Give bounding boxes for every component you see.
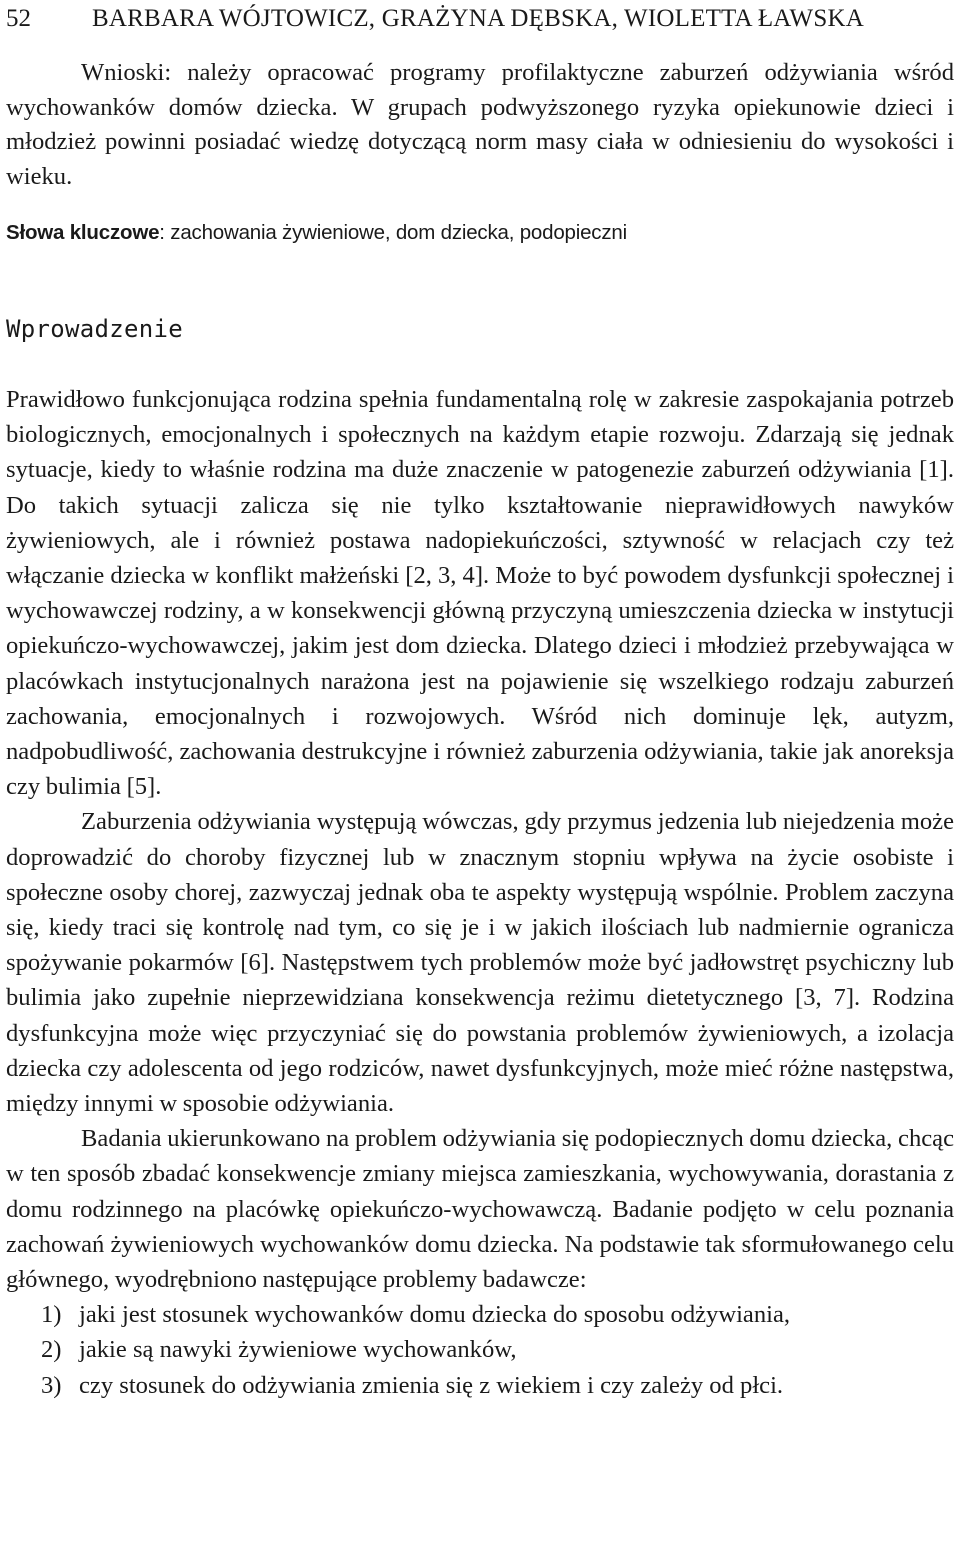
list-item — [6, 1368, 954, 1403]
keywords-label: Słowa kluczowe — [6, 221, 160, 244]
paragraph: Badania ukierunkowano na problem odżywiania się podopiecznych domu dziecka, chcąc w ten sposób zbadać konsekwencje zmiany miejsca zamieszkania, wychowywania, dorastania z domu rodzinnego na placówkę opiekuńczo-wychowawczą. Badanie podjęto w celu poznania zachowań żywieniowych wychowanków domu dziecka. Na podstawie tak sformułowanego celu głównego, wyodrębniono następujące problemy badawcze: — [6, 1125, 954, 1294]
keywords — [6, 218, 954, 248]
running-header-authors: BARBARA WÓJTOWICZ, GRAŻYNA DĘBSKA, WIOLETTA ŁAWSKA — [92, 5, 864, 32]
keywords-separator: : — [159, 221, 165, 244]
paragraph: Prawidłowo funkcjonująca rodzina spełnia fundamentalną rolę w zakresie zaspokajania potrzeb biologicznych, emocjonalnych i społecznych na każdym etapie rozwoju. Zdarzają się jednak sytuacje, kiedy to właśnie rodzina ma duże znaczenie w patogenezie zaburzeń odżywiania [1]. Do takich sytuacji zalicza się nie tylko kształtowanie nieprawidłowych nawyków żywieniowych, ale i również postawa nadopiekuńczości, sztywność w relacjach czy też włączanie dziecka w konflikt małżeński [2, 3, 4]. Może to być powodem dysfunkcji społecznej i wychowawczej rodziny, a w konsekwencji główną przyczyną umieszczenia dziecka w instytucji opiekuńczo-wychowawczej, jakim jest dom dziecka. Dlatego dzieci i młodzież przebywająca w placówkach instytucjonalnych narażona jest na pojawienie się wszelkiego rodzaju zaburzeń zachowania, emocjonalnych i rozwojowych. Wśród nich dominuje lęk, autyzm, nadpobudliwość, zachowania destrukcyjne i również zaburzenia odżywiania, takie jak anoreksja czy bulimia [5]. — [6, 386, 954, 801]
page-number: 52 — [6, 5, 31, 32]
list-item-number: 2) — [41, 1336, 62, 1364]
list-item — [6, 1297, 954, 1332]
list-item-text: jaki jest stosunek wychowanków domu dziecka do sposobu odżywiania, — [79, 1301, 791, 1329]
research-problems-list — [6, 1297, 954, 1403]
list-item — [6, 1332, 954, 1367]
list-item-number: 3) — [41, 1371, 62, 1399]
running-header — [6, 4, 954, 34]
section-heading: Wprowadzenie — [6, 315, 183, 343]
list-item-number: 1) — [41, 1301, 62, 1329]
abstract-conclusions: Wnioski: należy opracować programy profilaktyczne zaburzeń odżywiania wśród wychowanków domów dziecka. W grupach podwyższonego ryzyka opiekunowie dzieci i młodzież powinni posiadać wiedzę dotyczącą norm masy ciała w odniesieniu do wysokości i wieku. — [6, 59, 954, 190]
body-text — [6, 382, 954, 1403]
paragraph: Zaburzenia odżywiania występują wówczas, gdy przymus jedzenia lub niejedzenia może doprowadzić do choroby fizycznej lub w znacznym stopniu wpływa na życie osobiste i społeczne osoby chorej, zazwyczaj jednak oba te aspekty występują wspólnie. Problem zaczyna się, kiedy traci się kontrolę nad tym, co się je i w jakich ilościach lub nadmiernie ogranicza spożywanie pokarmów [6]. Następstwem tych problemów może być jadłowstręt psychiczny lub bulimia jako zupełnie nieprzewidziana konsekwencja reżimu dietetycznego [3, 7]. Rodzina dysfunkcyjna może więc przyczyniać się do powstania problemów żywieniowych, a izolacja dziecka czy adolescenta od jego rodziców, nawet dysfunkcyjnych, może mieć różne następstwa, między innymi w sposobie odżywiania. — [6, 808, 954, 1118]
list-item-text: czy stosunek do odżywiania zmienia się z wiekiem i czy zależy od płci. — [79, 1371, 784, 1399]
keywords-text: zachowania żywieniowe, dom dziecka, podopieczni — [164, 221, 627, 244]
list-item-text: jakie są nawyki żywieniowe wychowanków, — [79, 1336, 517, 1364]
